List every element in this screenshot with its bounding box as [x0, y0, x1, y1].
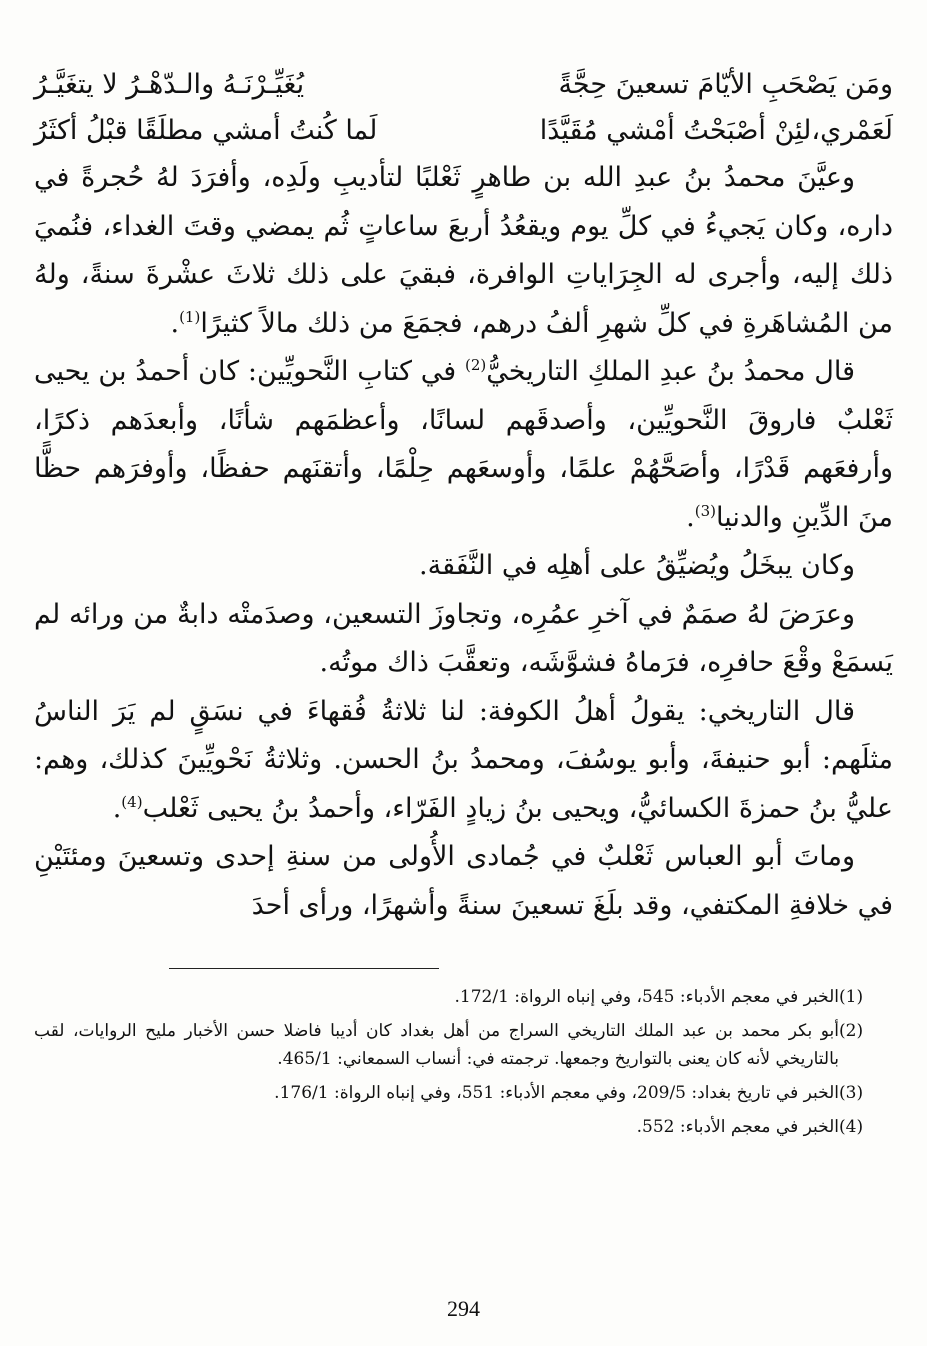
footnote-ref: (4) — [121, 792, 143, 811]
page-body — [34, 62, 893, 1147]
footnote — [34, 1079, 893, 1107]
verse-second-hemistich: لَما كُنتُ أمشي مطلَقًا قبْلُ أكثَرُ — [34, 115, 378, 146]
footnote-number: (3) — [839, 1083, 864, 1103]
paragraph: وعرَضَ لهُ صمَمٌ في آخرِ عمُرِه، وتجاوزَ التسعين، وصدَمتْه دابةٌ من ورائه لم يَسمَعْ وقْعَ حافرِه، فرَماهُ فشوَّشَه، وتعقَّبَ ذاك موتُه. — [34, 598, 893, 678]
footnote-text: الخبر في معجم الأدباء: 545، وفي إنباه الرواة: 172/1. — [454, 987, 839, 1007]
verse-second-hemistich: يُغَيِّـرْنَـهُ والـدّهْـرُ لا يتغَيَّـرُ — [34, 69, 305, 100]
footnote-number: (1) — [839, 987, 864, 1007]
footnote-number: (2) — [839, 1021, 864, 1041]
page-number: 294 — [447, 1296, 480, 1321]
footnote-text: الخبر في معجم الأدباء: 552. — [636, 1117, 839, 1137]
footnote — [34, 1017, 893, 1073]
verse-line — [34, 108, 893, 154]
footnote-text: الخبر في تاريخ بغداد: 209/5، وفي معجم الأدباء: 551، وفي إنباه الرواة: 176/1. — [274, 1083, 839, 1103]
paragraph: وماتَ أبو العباس ثَعْلبٌ في جُمادى الأُولى من سنةِ إحدى وتسعينَ ومئتَيْنِ في خلافةِ المكتفي، وقد بلَغَ تسعينَ سنةً وأشهرًا، ورأى أحدَ — [34, 841, 893, 921]
verse-line — [34, 62, 893, 108]
paragraph: وعيَّنَ محمدُ بنُ عبدِ الله بن طاهرٍ ثَعْلبًا لتأديبِ ولَدِه، وأفرَدَ لهُ حُجرةً في داره، وكان يَجيءُ في كلِّ يوم ويقعُدُ أربعَ ساعاتٍ ثُم يمضي وقتَ الغداء، فنُميَ ذلك إليه، وأجرى له الجِرَاياتِ الوافرة، فبقيَ على ذلك ثلاثَ عشْرةَ سنةً، ولهُ من المُشاهَرةِ في كلِّ شهرِ ألفُ درهم، فجمَعَ من ذلك مالاً كثيرًا$^{(1)}$. — [34, 162, 893, 339]
paragraph: قال التاريخي: يقولُ أهلُ الكوفة: لنا ثلاثةُ فُقهاءَ في نسَقٍ لم يَرَ الناسُ مثلَهم: أبو حنيفةَ، وأبو يوسُفَ، ومحمدُ بنُ الحسن. وثلاثةُ نَحْويِّينَ كذلك، وهم: عليُّ بنُ حمزةَ الكسائيُّ، ويحيى بنُ زيادٍ الفَرّاء، وأحمدُ بنُ يحيى ثَعْلب$^{(4)}$. — [34, 695, 893, 824]
verse-first-hemistich: ومَن يَصْحَبِ الأيّامَ تسعينَ حِجَّةً — [558, 69, 893, 100]
footnote-ref: (1) — [179, 307, 201, 326]
verse-first-hemistich: لَعَمْري،لئِنْ أصْبَحْتُ أمْشي مُقَيَّدًا — [539, 115, 893, 146]
footnote-ref: (3) — [694, 501, 717, 520]
footnote-number: (4) — [839, 1117, 864, 1137]
footnote-text: أبو بكر محمد بن عبد الملك التاريخي السراج من أهل بغداد كان أديبا فاضلا حسن الأخبار مليح الروايات، لقب بالتاريخي لأنه كان يعنى بالتواريخ وجمعها. ترجمته في: أنساب السمعاني: 465/1. — [34, 1021, 839, 1069]
footnote-ref: (2) — [465, 356, 487, 374]
paragraph: قال محمدُ بنُ عبدِ الملكِ التاريخيُّ$^{(2)}$ في كتابِ النَّحويِّين: كان أحمدُ بن يحيى ثَعْلبٌ فاروقَ النَّحويِّين، وأصدقَهم لسانًا، وأعظمَهم شأنًا، وأبعدَهم ذكرًا، وأرفعَهم قَدْرًا، وأصَحَّهُمْ علمًا، وأوسعَهم حِلْمًا، وأتقنَهم حفظًا، وأوفرَهم حظًّا منَ الدِّينِ والدنيا$^{(3)}$. — [34, 356, 893, 533]
footnote-divider — [169, 968, 439, 969]
paragraph: وكان يبخَلُ ويُضيِّقُ على أهلِه في النَّفَقة. — [419, 550, 855, 581]
footnote — [34, 1113, 893, 1141]
footnote — [34, 983, 893, 1011]
